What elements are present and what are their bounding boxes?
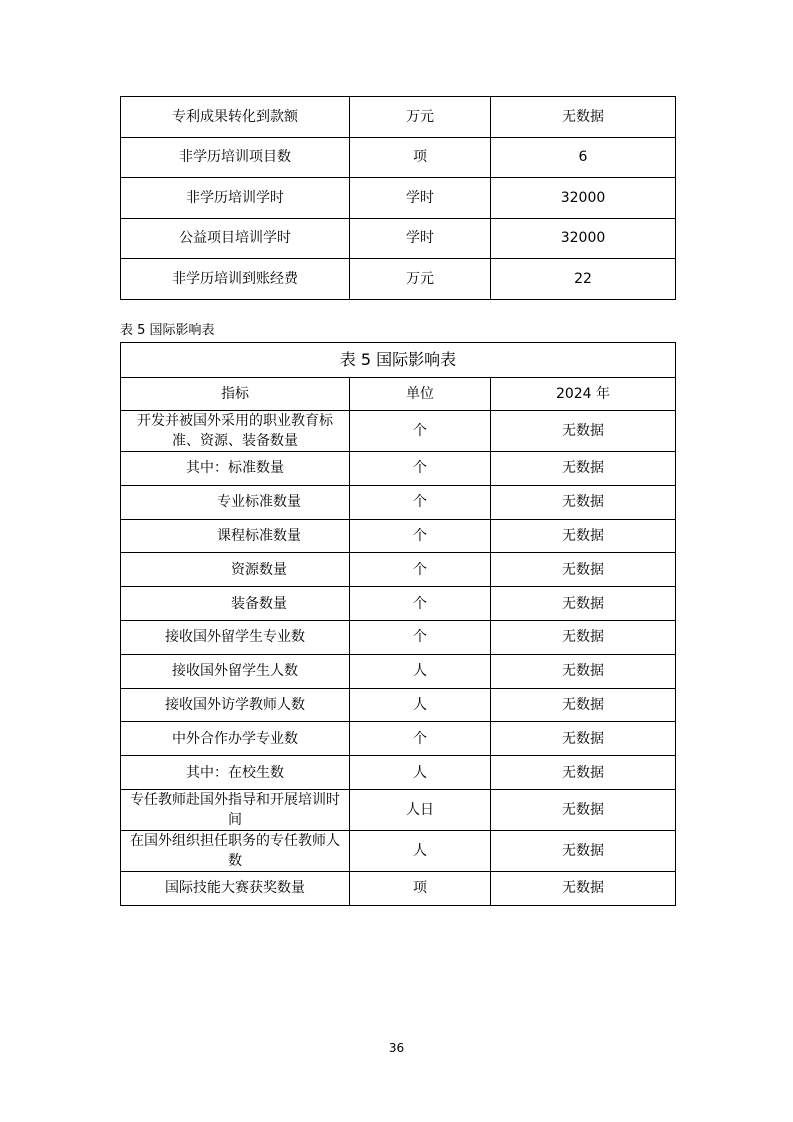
table-row	[121, 756, 676, 790]
indicator-name: 非学历培训项目数	[121, 137, 350, 178]
table-title: 表 5 国际影响表	[121, 343, 676, 378]
table-row	[121, 485, 676, 519]
indicator-value: 无数据	[491, 722, 676, 756]
indicator-value: 32000	[491, 178, 676, 219]
indicator-unit: 个	[350, 620, 491, 654]
indicator-unit: 学时	[350, 218, 491, 259]
indicator-value: 无数据	[491, 587, 676, 621]
indicator-unit: 人	[350, 756, 491, 790]
column-header-indicator: 指标	[121, 378, 350, 411]
indicator-unit: 人	[350, 654, 491, 688]
indicator-value: 无数据	[491, 654, 676, 688]
international-influence-table	[120, 342, 676, 906]
table-row	[121, 871, 676, 905]
table-row	[121, 830, 676, 871]
indicator-value: 6	[491, 137, 676, 178]
indicator-name: 资源数量	[121, 553, 350, 587]
table-row	[121, 722, 676, 756]
table-header-row	[121, 378, 676, 411]
table-row	[121, 789, 676, 830]
indicator-unit: 万元	[350, 97, 491, 138]
indicator-name: 非学历培训到账经费	[121, 259, 350, 300]
indicator-value: 32000	[491, 218, 676, 259]
indicator-name: 开发并被国外采用的职业教育标准、资源、装备数量	[121, 411, 350, 452]
table-row	[121, 587, 676, 621]
indicator-name: 接收国外留学生专业数	[121, 620, 350, 654]
indicator-value: 无数据	[491, 756, 676, 790]
table-title-row	[121, 343, 676, 378]
indicator-value: 无数据	[491, 830, 676, 871]
indicator-name: 其中：在校生数	[121, 756, 350, 790]
indicator-unit: 个	[350, 519, 491, 553]
indicator-value: 无数据	[491, 688, 676, 722]
indicator-unit: 个	[350, 452, 491, 486]
indicator-value: 无数据	[491, 620, 676, 654]
table-row	[121, 218, 676, 259]
indicator-table-continued	[120, 96, 676, 300]
indicator-value: 无数据	[491, 452, 676, 486]
indicator-unit: 万元	[350, 259, 491, 300]
column-header-unit: 单位	[350, 378, 491, 411]
indicator-name: 中外合作办学专业数	[121, 722, 350, 756]
indicator-name: 专任教师赴国外指导和开展培训时间	[121, 789, 350, 830]
indicator-unit: 个	[350, 485, 491, 519]
indicator-name: 国际技能大赛获奖数量	[121, 871, 350, 905]
indicator-value: 22	[491, 259, 676, 300]
indicator-value: 无数据	[491, 789, 676, 830]
indicator-unit: 个	[350, 553, 491, 587]
indicator-name: 公益项目培训学时	[121, 218, 350, 259]
indicator-unit: 项	[350, 137, 491, 178]
indicator-name: 装备数量	[121, 587, 350, 621]
table-row	[121, 553, 676, 587]
table-row	[121, 259, 676, 300]
page-number: 36	[388, 1041, 405, 1055]
indicator-unit: 人日	[350, 789, 491, 830]
indicator-value: 无数据	[491, 485, 676, 519]
table-row	[121, 654, 676, 688]
indicator-value: 无数据	[491, 871, 676, 905]
indicator-name: 专业标准数量	[121, 485, 350, 519]
indicator-name: 课程标准数量	[121, 519, 350, 553]
table-row	[121, 452, 676, 486]
table-row	[121, 411, 676, 452]
indicator-name: 非学历培训学时	[121, 178, 350, 219]
indicator-value: 无数据	[491, 553, 676, 587]
indicator-name: 专利成果转化到款额	[121, 97, 350, 138]
column-header-year: 2024 年	[491, 378, 676, 411]
table-row	[121, 519, 676, 553]
indicator-unit: 个	[350, 587, 491, 621]
table-row	[121, 688, 676, 722]
indicator-value: 无数据	[491, 411, 676, 452]
table-row	[121, 620, 676, 654]
indicator-unit: 个	[350, 411, 491, 452]
indicator-unit: 学时	[350, 178, 491, 219]
indicator-name: 接收国外留学生人数	[121, 654, 350, 688]
indicator-unit: 项	[350, 871, 491, 905]
table-row	[121, 97, 676, 138]
table-row	[121, 137, 676, 178]
indicator-value: 无数据	[491, 519, 676, 553]
indicator-name: 其中：标准数量	[121, 452, 350, 486]
table-caption: 表 5 国际影响表	[120, 323, 215, 338]
indicator-unit: 人	[350, 830, 491, 871]
indicator-name: 接收国外访学教师人数	[121, 688, 350, 722]
indicator-unit: 个	[350, 722, 491, 756]
indicator-value: 无数据	[491, 97, 676, 138]
table-row	[121, 178, 676, 219]
indicator-name: 在国外组织担任职务的专任教师人数	[121, 830, 350, 871]
indicator-unit: 人	[350, 688, 491, 722]
